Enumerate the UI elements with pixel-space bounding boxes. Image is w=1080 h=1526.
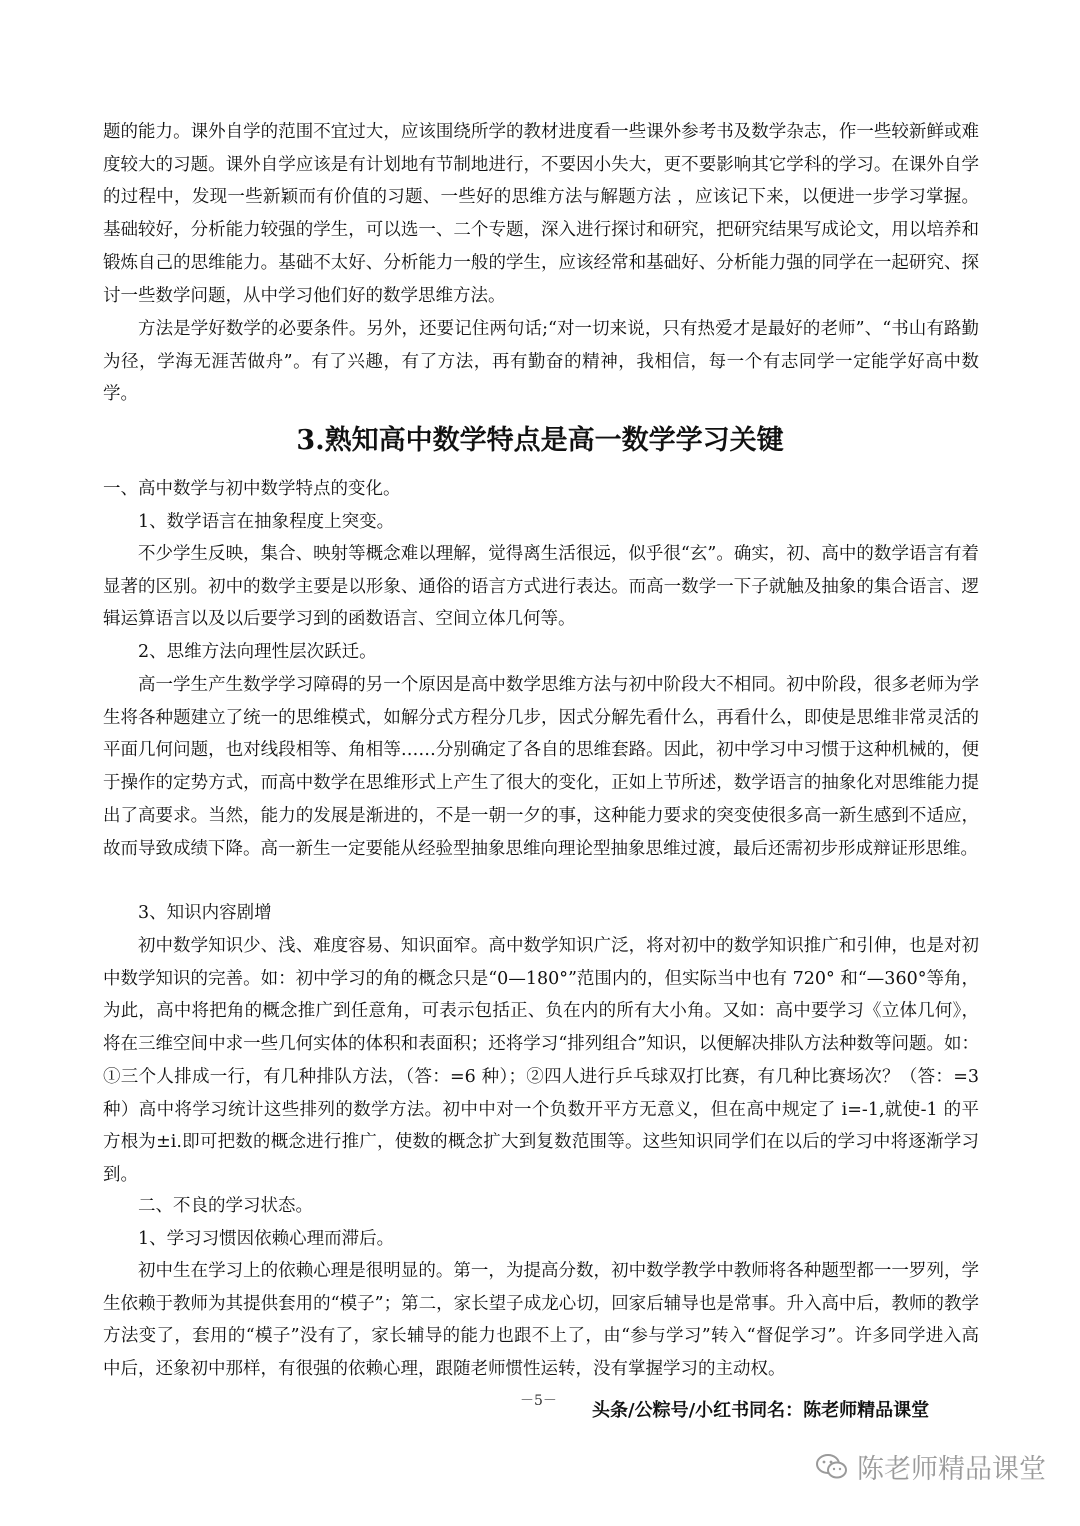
paragraph-thinking: 高一学生产生数学学习障碍的另一个原因是高中数学思维方法与初中阶段大不相同。初中阶段，很多老师为学生将各种题建立了统一的思维模式，如解分式方程分几步，因式分解先看什么，再看什么，即使是思维非常灵活的平面几何问题，也对线段相等、角相等……分别确定了各自的思维套路。因此，初中学习中习惯于这种机械的，便于操作的定势方式，而高中数学在思维形式上产生了很大的变化，正如上节所述，数学语言的抽象化对思维能力提出了高要求。当然，能力的发展是渐进的，不是一朝一夕的事，这种能力要求的突变使很多高一新生感到不适应，故而导致成绩下降。高一新生一定要能从经验型抽象思维向理论型抽象思维过渡，最后还需初步形成辩证形思维。 [103, 675, 979, 859]
wechat-icon [815, 1452, 849, 1482]
subsection-title-2: 二、不良的学习状态。 [138, 1196, 313, 1216]
watermark [815, 1447, 1046, 1486]
footer-credit: 头条/公粽号/小红书同名：陈老师精品课堂 [592, 1400, 930, 1421]
section-heading: 3.熟知高中数学特点是高一数学学习关键 [296, 425, 784, 456]
paragraph-dependence: 初中生在学习上的依赖心理是很明显的。第一，为提高分数，初中数学教学中教师将各种题型都一一罗列，学生依赖于教师为其提供套用的“模子”；第二，家长望子成龙心切，回家后辅导也是常事。升入高中后，教师的教学方法变了，套用的“模子”没有了，家长辅导的能力也跟不上了，由“参与学习”转入“督促学习”。许多同学进入高中后，还象初中那样，有很强的依赖心理，跟随老师惯性运转，没有掌握学习的主动权。 [103, 1261, 979, 1380]
point-title-thinking: 2、思维方法向理性层次跃迁。 [138, 642, 377, 662]
subsection-title-1: 一、高中数学与初中数学特点的变化。 [103, 479, 401, 499]
paragraph-language: 不少学生反映，集合、映射等概念难以理解，觉得离生活很远，似乎很“玄”。确实，初、高中的数学语言有着显著的区别。初中的数学主要是以形象、通俗的语言方式进行表达。而高一数学一下子就触及抽象的集合语言、逻辑运算语言以及以后要学习到的函数语言、空间立体几何等。 [103, 544, 979, 630]
paragraph-self-study: 题的能力。课外自学的范围不宜过大，应该围绕所学的教材进度看一些课外参考书及数学杂志，作一些较新鲜或难度较大的习题。课外自学应该是有计划地有节制地进行，不要因小失大，更不要影响其它学科的学习。在课外自学的过程中，发现一些新颖而有价值的习题、一些好的思维方法与解题方法 ，应该记下来，以便进一步学习掌握。基础较好，分析能力较强的学生，可以选一、二个专题，深入进行探讨和研究，把研究结果写成论文，用以培养和锻炼自己的思维能力。基础不太好、分析能力一般的学生，应该经常和基础好、分析能力强的同学在一起研究、探讨一些数学问题，从中学习他们好的数学思维方法。 [103, 122, 979, 306]
paragraph-method: 方法是学好数学的必要条件。另外，还要记住两句话;“对一切来说，只有热爱才是最好的老师”、“书山有路勤为径，学海无涯苦做舟”。有了兴趣，有了方法，再有勤奋的精神，我相信，每一个有志同学一定能学好高中数学。 [103, 319, 979, 405]
page-number: －5－ [520, 1393, 557, 1409]
point-title-dependence: 1、学习习惯因依赖心理而滞后。 [138, 1229, 395, 1249]
point-title-knowledge: 3、知识内容剧增 [138, 903, 272, 923]
paragraph-knowledge: 初中数学知识少、浅、难度容易、知识面窄。高中数学知识广泛，将对初中的数学知识推广和引伸，也是对初中数学知识的完善。如：初中学习的角的概念只是“0—180°”范围内的，但实际当中也有 720° 和“—360°等角，为此，高中将把角的概念推广到任意角，可表示包括正、负在内的所有大小角。又如：高中要学习《立体几何》，将在三维空间中求一些几何实体的体积和表面积；还将学习“排列组合”知识，以便解决排队方法种数等问题。如：①三个人排成一行，有几种排队方法，（答：=6 种）；②四人进行乒乓球双打比赛，有几种比赛场次？（答：=3 种）高中将学习统计这些排列的数学方法。初中中对一个负数开平方无意义，但在高中规定了 i=-1,就使-1 的平方根为±i.即可把数的概念进行推广，使数的概念扩大到复数范围等。这些知识同学们在以后的学习中将逐渐学习到。 [103, 936, 979, 1185]
watermark-text: 陈老师精品课堂 [857, 1454, 1046, 1485]
point-title-language: 1、数学语言在抽象程度上突变。 [138, 512, 395, 532]
